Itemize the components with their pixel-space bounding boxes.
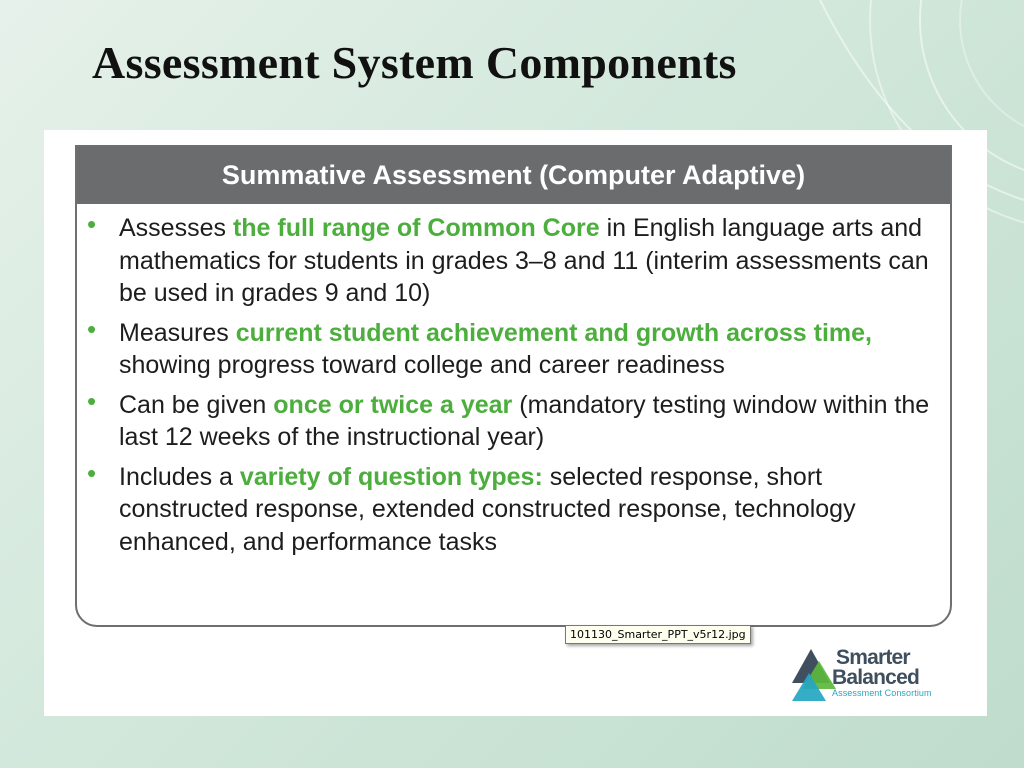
bullet-item [87,313,938,382]
bullet-dot-icon: • [87,313,97,344]
bullet-text: Assesses [119,214,233,242]
logo-word-smarter: Smarter [836,646,910,669]
card-header: Summative Assessment (Computer Adaptive) [77,147,950,204]
bullet-item [87,209,938,310]
bullet-text: in English language arts and mathematics for students in grades 3–8 and 11 (interim assessments can be used in grades 9 and 10) [119,214,929,307]
bullet-list [77,204,950,558]
bullet-item [87,457,938,559]
logo-subtitle: Assessment Consortium [832,688,932,698]
bullet-item [87,385,938,454]
bullet-highlight-text: the full range of Common Core [232,214,600,242]
slide-title: Assessment System Components [92,37,737,88]
bullet-text: (mandatory testing window within the last 12 weeks of the instructional year) [119,390,930,451]
bullet-text: selected response, short constructed response, extended constructed response, technology enhanced, and performance tasks [119,462,856,556]
bullet-dot-icon: • [87,457,97,488]
filename-tooltip: 101130_Smarter_PPT_v5r12.jpg [565,625,751,644]
bullet-text: Can be given [119,390,274,419]
bullet-text: Includes a [119,462,240,491]
logo-word-balanced: Balanced [832,666,919,689]
summative-assessment-card [75,145,952,627]
content-panel [44,130,987,716]
logo-wordmark [832,647,932,698]
bullet-text: Measures [119,318,236,347]
bullet-dot-icon: • [87,385,97,416]
bullet-text: showing progress toward college and career readiness [119,351,725,379]
bullet-dot-icon: • [87,209,97,239]
bullet-highlight-text: variety of question types: [239,462,543,491]
bullet-highlight-text: once or twice a year [273,390,513,419]
bullet-highlight-text: current student achievement and growth across time, [235,318,872,347]
smarter-balanced-logo [792,647,972,707]
